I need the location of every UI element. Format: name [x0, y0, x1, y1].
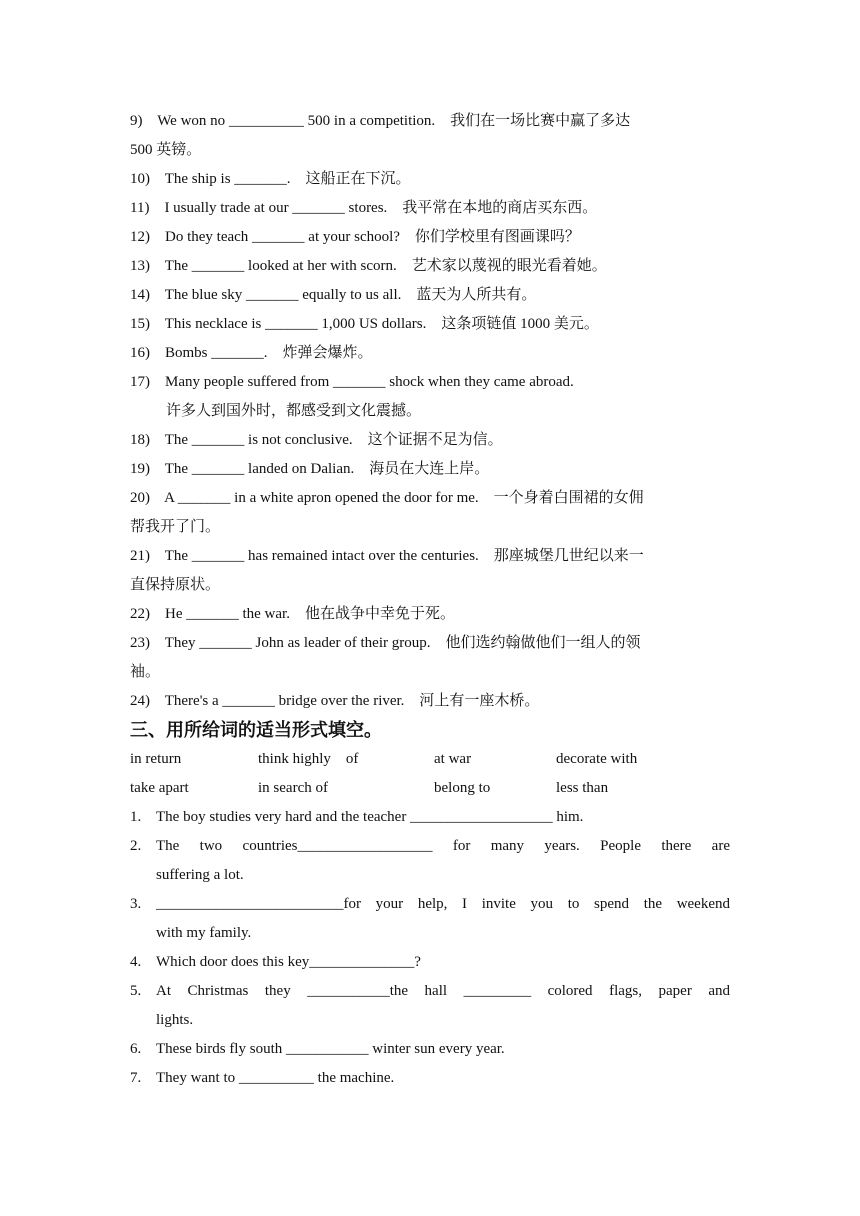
sentence-23: 23) They _______ John as leader of their group. 他们选约翰做他们一组人的领 — [130, 635, 641, 651]
question-number: 3. — [130, 896, 142, 912]
word-bank-row — [130, 774, 730, 803]
word-bank-item: take apart — [130, 780, 189, 796]
question-text-continuation: lights. — [156, 1012, 194, 1028]
sentence-9-continuation: 500 英镑。 — [130, 142, 202, 158]
sentence-17: 17) Many people suffered from _______ shock when they came abroad. — [130, 374, 574, 390]
question-text: The two countries__________________ for many years. People there are — [156, 838, 730, 854]
question-text: They want to __________ the machine. — [156, 1070, 395, 1086]
sentence-21: 21) The _______ has remained intact over the centuries. 那座城堡几世纪以来一 — [130, 548, 644, 564]
question-text: These birds fly south ___________ winter sun every year. — [156, 1041, 505, 1057]
word-bank-item: in return — [130, 751, 182, 767]
question-5 — [130, 977, 730, 1035]
section-title: 三、用所给词的适当形式填空。 — [130, 720, 382, 741]
word-bank-item: at war — [434, 751, 472, 767]
question-4 — [130, 948, 730, 977]
sentence-23-continuation: 袖。 — [130, 664, 161, 680]
sentence-15: 15) This necklace is _______ 1,000 US dollars. 这条项链值 1000 美元。 — [130, 316, 599, 332]
sentence-22: 22) He _______ the war. 他在战争中幸免于死。 — [130, 606, 455, 622]
word-bank-item: in search of — [258, 780, 328, 796]
sentence-18: 18) The _______ is not conclusive. 这个证据不足为信。 — [130, 432, 503, 448]
sentence-17-continuation: 许多人到国外时，都感受到文化震撼。 — [166, 403, 422, 419]
word-bank-item: less than — [556, 780, 609, 796]
word-bank — [130, 745, 730, 803]
sentence-16: 16) Bombs _______. 炸弹会爆炸。 — [130, 345, 373, 361]
question-number: 7. — [130, 1070, 142, 1086]
question-number: 5. — [130, 983, 142, 999]
word-bank-item: decorate with — [556, 751, 638, 767]
sentence-20-continuation: 帮我开了门。 — [130, 519, 221, 535]
sentence-12: 12) Do they teach _______ at your school? 你们学校里有图画课吗？ — [130, 229, 580, 245]
document-page — [130, 107, 730, 1093]
sentence-24: 24) There's a _______ bridge over the river. 河上有一座木桥。 — [130, 693, 540, 709]
question-text-continuation: with my family. — [156, 925, 252, 941]
question-number: 2. — [130, 838, 142, 854]
word-bank-item: think highly of — [258, 751, 359, 767]
sentence-11: 11) I usually trade at our _______ stores. 我平常在本地的商店买东西。 — [130, 200, 598, 216]
sentence-9: 9) We won no __________ 500 in a competition. 我们在一场比赛中赢了多达 — [130, 113, 631, 129]
sentence-19: 19) The _______ landed on Dalian. 海员在大连上岸。 — [130, 461, 490, 477]
question-number: 6. — [130, 1041, 142, 1057]
question-1 — [130, 803, 730, 832]
question-6 — [130, 1035, 730, 1064]
question-list — [130, 803, 730, 1093]
question-3 — [130, 890, 730, 948]
question-text-continuation: suffering a lot. — [156, 867, 244, 883]
sentence-13: 13) The _______ looked at her with scorn. 艺术家以蔑视的眼光看着她。 — [130, 258, 607, 274]
sentence-21-continuation: 直保持原状。 — [130, 577, 221, 593]
sentence-10: 10) The ship is _______. 这船正在下沉。 — [130, 171, 411, 187]
question-7 — [130, 1064, 730, 1093]
question-text: _________________________for your help, I invite you to spend the weekend — [156, 896, 730, 912]
question-text: At Christmas they ___________the hall _________ colored flags, paper and — [156, 983, 730, 999]
question-text: Which door does this key______________? — [156, 954, 421, 970]
question-text: The boy studies very hard and the teacher ___________________ him. — [156, 809, 584, 825]
sentence-14: 14) The blue sky _______ equally to us all. 蓝天为人所共有。 — [130, 287, 537, 303]
question-number: 4. — [130, 954, 142, 970]
word-bank-row — [130, 745, 730, 774]
word-bank-item: belong to — [434, 780, 491, 796]
question-number: 1. — [130, 809, 142, 825]
sentence-list — [130, 107, 730, 716]
sentence-20: 20) A _______ in a white apron opened the door for me. 一个身着白围裙的女佣 — [130, 490, 644, 506]
question-2 — [130, 832, 730, 890]
